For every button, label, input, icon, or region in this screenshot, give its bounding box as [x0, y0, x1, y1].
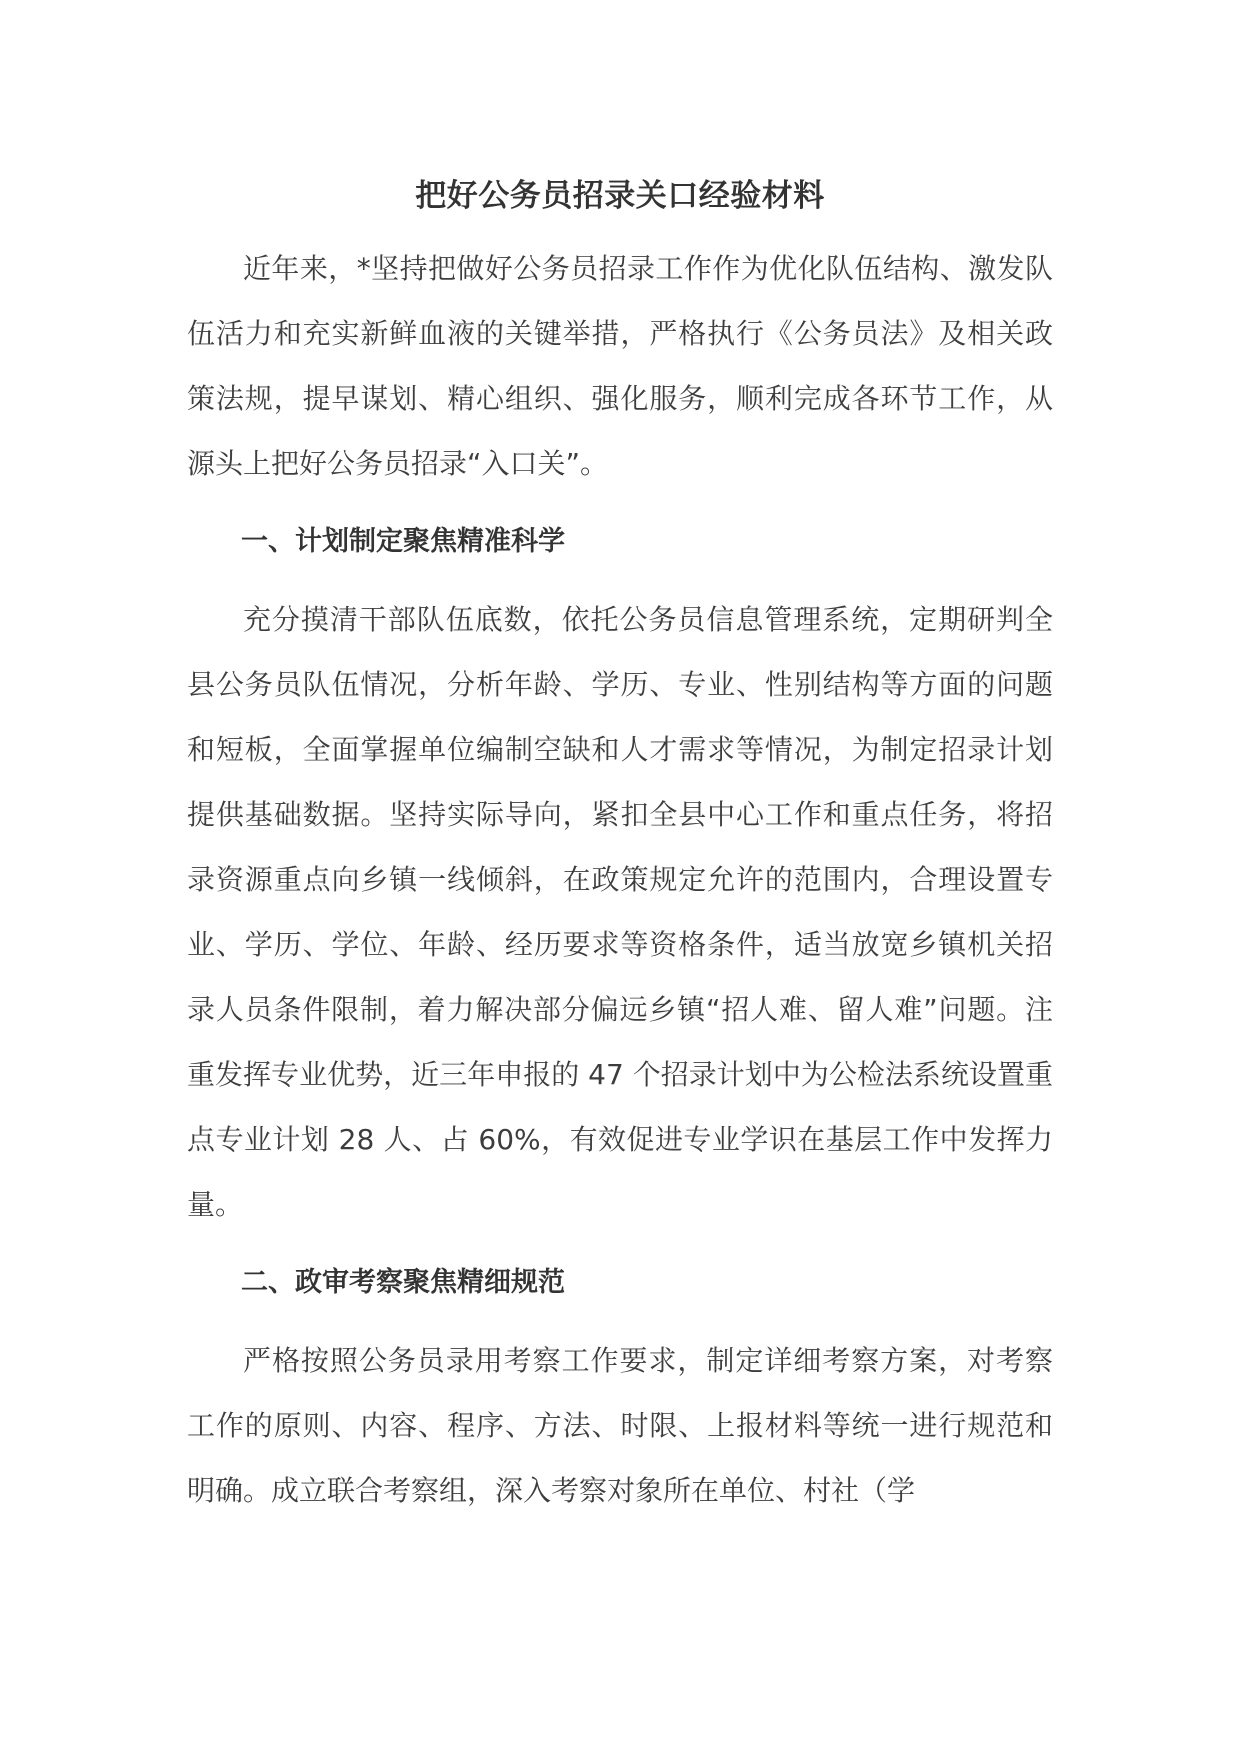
section-2-paragraph: 严格按照公务员录用考察工作要求，制定详细考察方案，对考察工作的原则、内容、程序、方法、时限、上报材料等统一进行规范和明确。成立联合考察组，深入考察对象所在单位、村社（学: [187, 1344, 1053, 1507]
section-1-paragraph: 充分摸清干部队伍底数，依托公务员信息管理系统，定期研判全县公务员队伍情况，分析年龄、学历、专业、性别结构等方面的问题和短板，全面掌握单位编制空缺和人才需求等情况，为制定招录计划提供基础数据。坚持实际导向，紧扣全县中心工作和重点任务，将招录资源重点向乡镇一线倾斜，在政策规定允许的范围内，合理设置专业、学历、学位、年龄、经历要求等资格条件，适当放宽乡镇机关招录人员条件限制，着力解决部分偏远乡镇“招人难、留人难”问题。注重发挥专业优势，近三年申报的 47 个招录计划中为公检法系统设置重点专业计划 28 人、占 60%，有效促进专业学识在基层工作中发挥力量。: [187, 603, 1053, 1221]
section-2-heading: 二、政审考察聚焦精细规范: [241, 1267, 565, 1298]
document-content: [187, 172, 1053, 1536]
intro-paragraph: 近年来，*坚持把做好公务员招录工作作为优化队伍结构、激发队伍活力和充实新鲜血液的关键举措，严格执行《公务员法》及相关政策法规，提早谋划、精心组织、强化服务，顺利完成各环节工作，从源头上把好公务员招录“入口关”。: [187, 252, 1053, 480]
document-title: 把好公务员招录关口经验材料: [415, 178, 825, 214]
section-1-heading: 一、计划制定聚焦精准科学: [241, 526, 565, 557]
